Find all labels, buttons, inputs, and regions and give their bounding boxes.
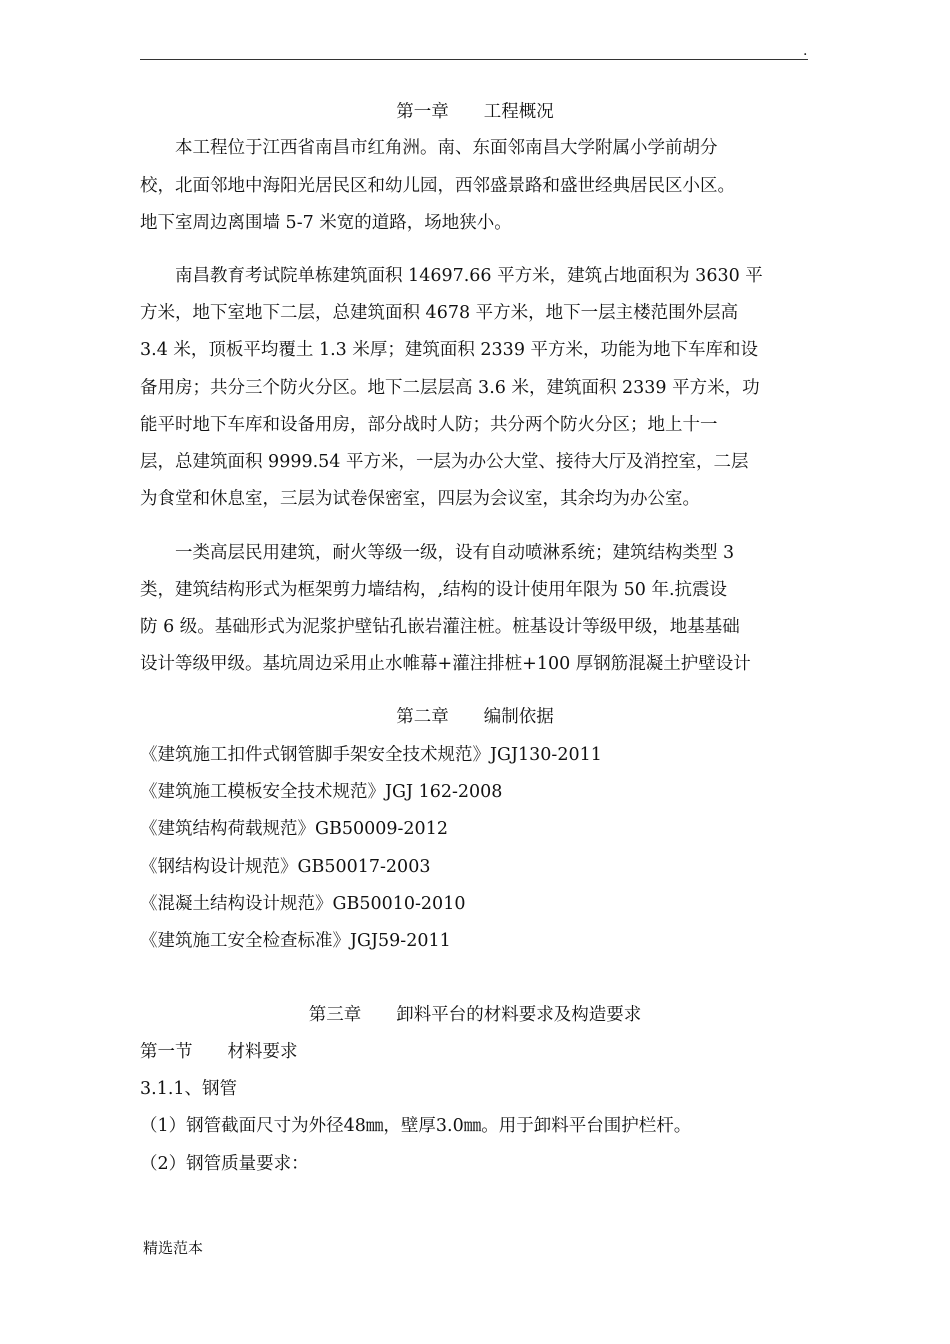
chapter1-title: 第一章 工程概况 xyxy=(396,102,554,122)
text-line: 备用房；共分三个防火分区。地下二层层高 3.6 米，建筑面积 2339 平方米，功 xyxy=(140,378,760,398)
text-line: 方米，地下室地下二层，总建筑面积 4678 平方米，地下一层主楼范围外层高 xyxy=(140,303,739,323)
text-line: 一类高层民用建筑，耐火等级一级，设有自动喷淋系统；建筑结构类型 3 xyxy=(140,543,735,563)
reference-item: 《混凝土结构设计规范》GB50010-2010 xyxy=(140,894,466,914)
list-item: （2）钢管质量要求： xyxy=(140,1154,309,1174)
text-line: 本工程位于江西省南昌市红角洲。南、东面邻南昌大学附属小学前胡分 xyxy=(140,138,718,158)
text-line: 南昌教育考试院单栋建筑面积 14697.66 平方米，建筑占地面积为 3630 平 xyxy=(140,266,763,286)
list-item: （1）钢管截面尺寸为外径48㎜，壁厚3.0㎜。用于卸料平台围护栏杆。 xyxy=(140,1116,692,1136)
text-line: 为食堂和休息室，三层为试卷保密室，四层为会议室，其余均为办公室。 xyxy=(140,489,700,509)
text-line: 类，建筑结构形式为框架剪力墙结构，,结构的设计使用年限为 50 年.抗震设 xyxy=(140,580,728,600)
header-mark: . xyxy=(803,43,808,59)
chapter2-title: 第二章 编制依据 xyxy=(396,707,554,727)
reference-item: 《建筑施工安全检查标准》JGJ59-2011 xyxy=(140,931,451,951)
text-line: 防 6 级。基础形式为泥浆护壁钻孔嵌岩灌注桩。桩基设计等级甲级，地基基础 xyxy=(140,617,740,637)
text-line: 层，总建筑面积 9999.54 平方米，一层为办公大堂、接待大厅及消控室，二层 xyxy=(140,452,749,472)
text-line: 能平时地下车库和设备用房，部分战时人防；共分两个防火分区；地上十一 xyxy=(140,415,718,435)
reference-item: 《建筑结构荷载规范》GB50009-2012 xyxy=(140,819,448,839)
text-line: 校，北面邻地中海阳光居民区和幼儿园，西邻盛景路和盛世经典居民区小区。 xyxy=(140,176,735,196)
reference-item: 《建筑施工扣件式钢管脚手架安全技术规范》JGJ130-2011 xyxy=(140,745,602,765)
reference-item: 《建筑施工模板安全技术规范》JGJ 162-2008 xyxy=(140,782,503,802)
text-line: 3.4 米，顶板平均覆土 1.3 米厚；建筑面积 2339 平方米，功能为地下车库和设 xyxy=(140,340,759,360)
subsection-title: 3.1.1、钢管 xyxy=(140,1079,238,1099)
text-line: 地下室周边离围墙 5-7 米宽的道路，场地狭小。 xyxy=(140,213,512,233)
text-line: 设计等级甲级。基坑周边采用止水帷幕+灌注排桩+100 厚钢筋混凝土护壁设计 xyxy=(140,654,751,674)
reference-item: 《钢结构设计规范》GB50017-2003 xyxy=(140,857,431,877)
section-title: 第一节 材料要求 xyxy=(140,1042,298,1062)
footer-text: 精选范本 xyxy=(143,1239,204,1257)
chapter3-title: 第三章 卸料平台的材料要求及构造要求 xyxy=(308,1005,642,1025)
header-rule xyxy=(140,59,808,60)
